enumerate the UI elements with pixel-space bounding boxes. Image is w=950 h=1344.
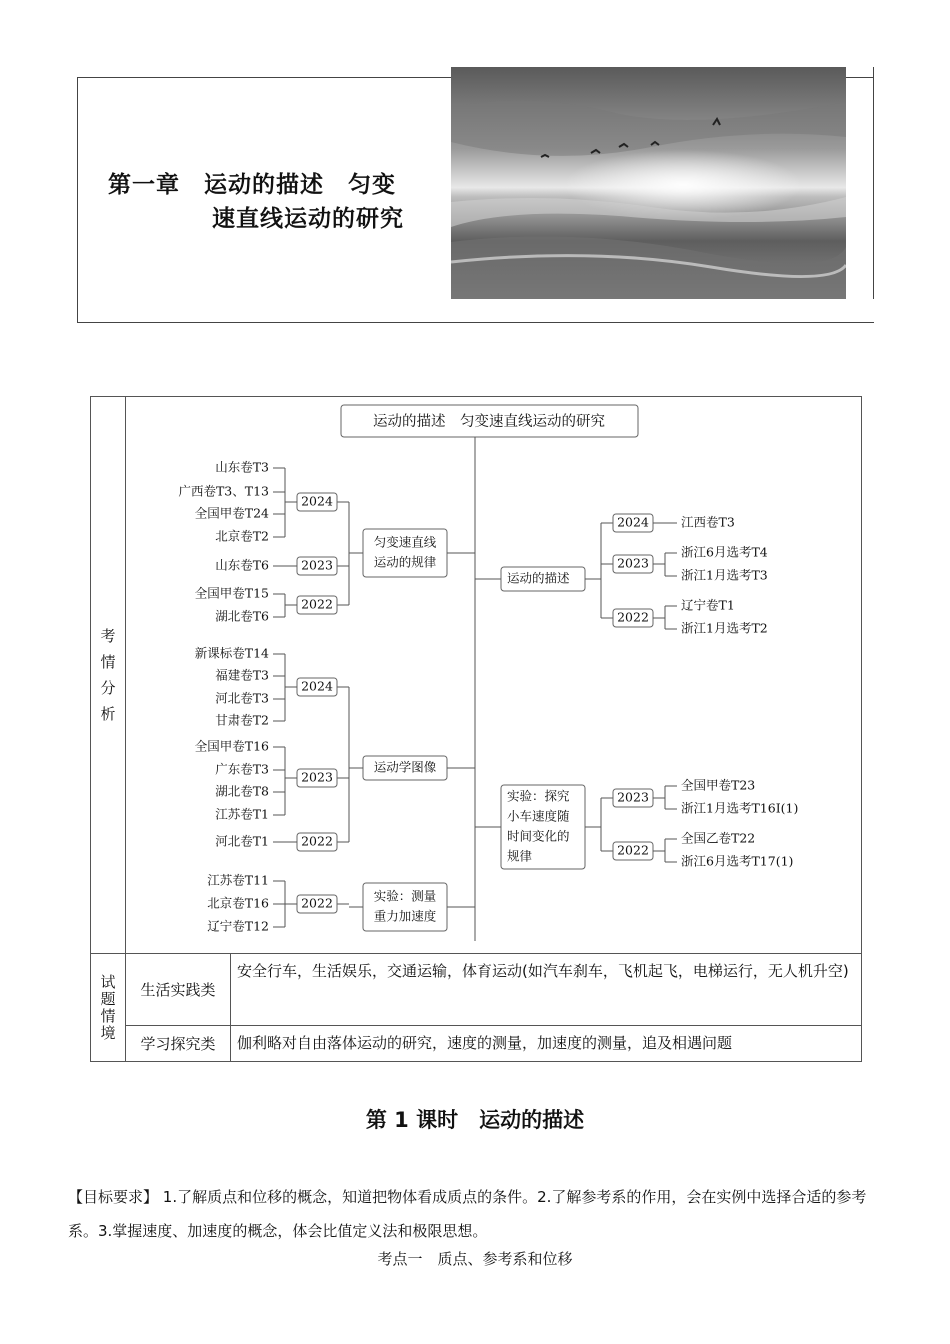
context-category: 生活实践类 [126, 954, 231, 1026]
year-label: 2022 [301, 895, 333, 911]
topic-label: 运动学图像 [373, 759, 437, 775]
seaside-photo [451, 67, 846, 299]
exam-item: 全国甲卷T15 [194, 585, 269, 601]
year-label: 2022 [301, 833, 333, 849]
chapter-title-line2: 速直线运动的研究 [212, 206, 404, 232]
side-char: 情 [100, 653, 116, 671]
context-char: 题 [100, 989, 116, 1008]
exam-item: 新课标卷T14 [194, 645, 269, 661]
exam-item: 山东卷T6 [215, 557, 269, 573]
exam-item: 广西卷T3、T13 [178, 483, 269, 499]
side-char: 考 [100, 627, 116, 645]
year-label: 2022 [301, 596, 333, 612]
year-label: 2023 [617, 789, 649, 805]
exam-item: 福建卷T3 [215, 667, 269, 683]
exam-analysis-table [90, 396, 862, 1062]
exam-item: 辽宁卷T1 [681, 597, 735, 613]
topic-label: 小车速度随 [507, 808, 570, 824]
goals-label: 【目标要求】 [68, 1188, 159, 1206]
exam-item: 河北卷T3 [215, 690, 269, 706]
chapter-title [108, 168, 404, 236]
year-label: 2023 [301, 769, 333, 785]
side-char: 分 [100, 679, 116, 697]
exam-item: 浙江6月选考T4 [681, 544, 768, 560]
exam-item: 全国甲卷T23 [681, 777, 756, 793]
exam-item: 湖北卷T6 [215, 608, 269, 624]
exam-item: 全国甲卷T24 [194, 505, 269, 521]
year-label: 2024 [301, 493, 333, 509]
year-label: 2022 [617, 609, 649, 625]
exam-item: 广东卷T3 [215, 761, 269, 777]
exam-item: 甘肃卷T2 [215, 712, 269, 728]
exam-item: 浙江1月选考T2 [681, 620, 768, 636]
year-label: 2023 [617, 555, 649, 571]
exam-item: 浙江1月选考T3 [681, 567, 768, 583]
topic-label: 匀变速直线 [373, 534, 437, 550]
topic-label: 重力加速度 [373, 908, 437, 924]
context-char: 试 [100, 972, 116, 991]
section-heading: 考点一 质点、参考系和位移 [377, 1250, 573, 1268]
year-label: 2022 [617, 842, 649, 858]
context-char: 情 [100, 1006, 116, 1025]
year-label: 2023 [301, 557, 333, 573]
context-label [91, 954, 126, 1062]
exam-item: 湖北卷T8 [215, 783, 269, 799]
goals-text: 1.了解质点和位移的概念，知道把物体看成质点的条件。2.了解参考系的作用，会在实例中选择合适的参考系。3.掌握速度、加速度的概念，体会比值定义法和极限思想。 [68, 1188, 867, 1240]
exam-item: 江苏卷T1 [215, 806, 269, 822]
mindmap-diagram [126, 397, 861, 953]
exam-item: 江西卷T3 [681, 514, 735, 530]
learning-goals [68, 1180, 883, 1248]
context-description: 伽利略对自由落体运动的研究，速度的测量，加速度的测量，追及相遇问题 [231, 1026, 862, 1062]
chapter-title-line1: 第一章 运动的描述 匀变 [108, 172, 396, 198]
root-label: 运动的描述 匀变速直线运动的研究 [373, 414, 605, 430]
exam-item: 河北卷T1 [215, 833, 269, 849]
topic-label: 实验：测量 [373, 888, 437, 904]
exam-item: 山东卷T3 [215, 459, 269, 475]
side-char: 析 [100, 705, 116, 723]
context-category: 学习探究类 [126, 1026, 231, 1062]
topic-label: 实验：探究 [507, 788, 570, 804]
exam-item: 辽宁卷T12 [207, 918, 269, 934]
context-char: 境 [100, 1023, 116, 1042]
topic-label: 运动的描述 [507, 570, 570, 586]
exam-item: 江苏卷T11 [207, 872, 269, 888]
exam-item: 北京卷T2 [215, 528, 269, 544]
header-divider [873, 67, 874, 299]
exam-item: 浙江6月选考T17(1) [681, 853, 794, 869]
topic-label: 规律 [507, 848, 533, 864]
exam-item: 全国甲卷T16 [194, 738, 269, 754]
exam-item: 浙江1月选考T16Ⅰ(1) [681, 800, 799, 816]
lesson-title: 第 1 课时 运动的描述 [365, 1108, 585, 1132]
exam-item: 全国乙卷T22 [681, 830, 756, 846]
context-description: 安全行车，生活娱乐，交通运输，体育运动(如汽车刹车，飞机起飞，电梯运行，无人机升空) [231, 954, 862, 1026]
mindmap-cell [126, 397, 862, 954]
exam-analysis-label [91, 397, 126, 954]
exam-item: 北京卷T16 [207, 895, 269, 911]
topic-label: 时间变化的 [507, 828, 570, 844]
year-label: 2024 [301, 678, 333, 694]
topic-label: 运动的规律 [373, 554, 437, 570]
year-label: 2024 [617, 514, 649, 530]
